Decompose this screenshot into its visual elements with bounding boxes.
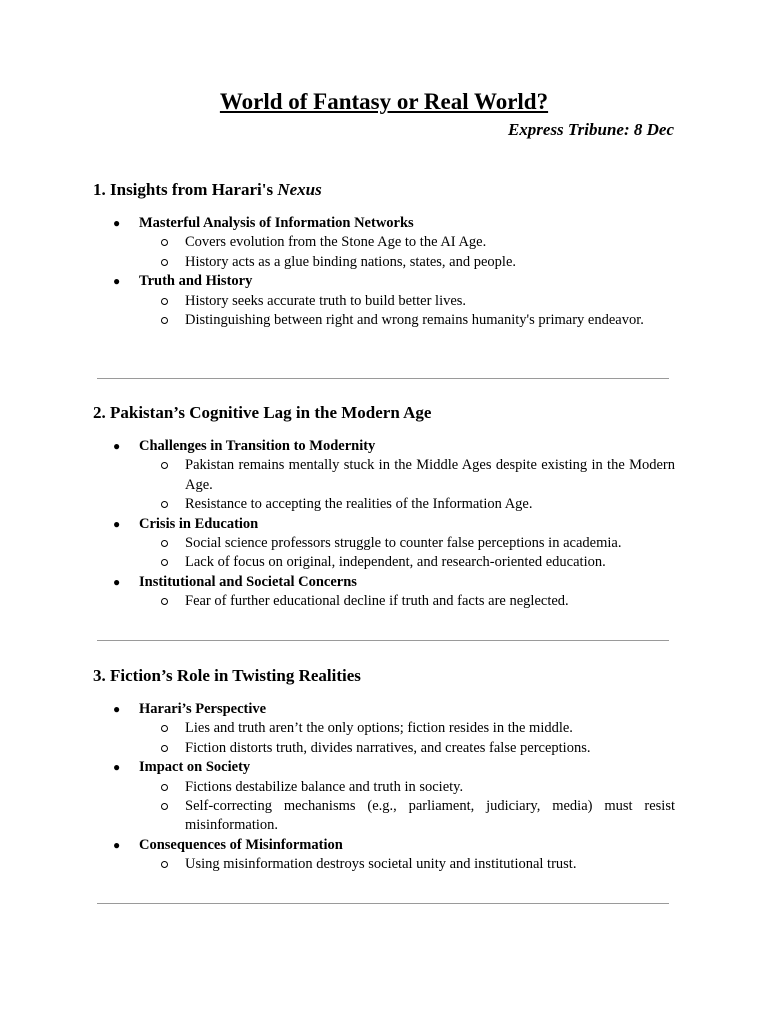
circle-bullet-icon bbox=[161, 259, 168, 266]
sub-list-item-text: Fear of further educational decline if truth and facts are neglected. bbox=[185, 593, 569, 610]
sub-list bbox=[139, 855, 675, 874]
list-item bbox=[93, 758, 675, 836]
sub-list-item bbox=[139, 495, 675, 514]
sub-list-item bbox=[139, 253, 675, 272]
bullet-icon: ● bbox=[113, 574, 121, 589]
section-heading-text: 2. Pakistan’s Cognitive Lag in the Modern Age bbox=[93, 403, 432, 422]
circle-bullet-icon bbox=[161, 745, 168, 752]
bullet-icon: ● bbox=[113, 274, 121, 289]
sub-list-item bbox=[139, 292, 675, 311]
bullet-list bbox=[93, 437, 675, 612]
sub-list bbox=[139, 592, 675, 611]
sub-list bbox=[139, 233, 675, 272]
sub-list-item bbox=[139, 778, 675, 797]
circle-bullet-icon bbox=[161, 540, 168, 547]
circle-bullet-icon bbox=[161, 559, 168, 566]
sub-list-item bbox=[139, 311, 675, 330]
sub-list-item bbox=[139, 534, 675, 553]
source-line: Express Tribune: 8 Dec bbox=[507, 120, 674, 139]
list-item bbox=[93, 700, 675, 758]
circle-bullet-icon bbox=[161, 725, 168, 732]
circle-bullet-icon bbox=[161, 462, 168, 469]
sub-list-item-text: Social science professors struggle to counter false perceptions in academia. bbox=[185, 535, 622, 552]
bullet-icon: ● bbox=[113, 216, 121, 230]
circle-bullet-icon bbox=[161, 501, 168, 508]
list-item-label: Crisis in Education bbox=[139, 515, 259, 532]
list-item-label: Harari’s Perspective bbox=[139, 701, 267, 717]
list-item-label: Consequences of Misinformation bbox=[139, 836, 343, 853]
list-item-label: Impact on Society bbox=[139, 759, 251, 776]
bullet-list bbox=[93, 214, 675, 330]
section-divider bbox=[97, 640, 669, 641]
sub-list-item bbox=[139, 855, 675, 874]
sub-list-item-text: Pakistan remains mentally stuck in the Middle Ages despite existing in the Modern Age. bbox=[185, 457, 675, 493]
list-item bbox=[93, 214, 675, 272]
sub-list-item-text: Lies and truth aren’t the only options; fiction resides in the middle. bbox=[185, 720, 573, 737]
sub-list bbox=[139, 778, 675, 836]
sub-list-item bbox=[139, 797, 675, 836]
section-1 bbox=[93, 179, 675, 330]
bullet-icon: ● bbox=[113, 439, 121, 453]
sub-list-item-text: Fictions destabilize balance and truth in society. bbox=[185, 778, 464, 795]
section-divider bbox=[97, 378, 669, 379]
section-heading bbox=[93, 665, 675, 687]
sub-list-item-text: Resistance to accepting the realities of the Information Age. bbox=[185, 496, 533, 513]
section-3 bbox=[93, 665, 675, 875]
sub-list bbox=[139, 456, 675, 514]
sub-list-item-text: History seeks accurate truth to build better lives. bbox=[185, 292, 467, 309]
section-heading-text: 3. Fiction’s Role in Twisting Realities bbox=[93, 666, 361, 685]
list-item-label: Institutional and Societal Concerns bbox=[139, 573, 357, 590]
sub-list bbox=[139, 534, 675, 573]
sub-list-item-text: History acts as a glue binding nations, states, and people. bbox=[185, 253, 517, 270]
circle-bullet-icon bbox=[161, 239, 168, 246]
section-heading bbox=[93, 402, 675, 424]
circle-bullet-icon bbox=[161, 803, 168, 810]
list-item-label: Challenges in Transition to Modernity bbox=[139, 438, 376, 454]
sub-list bbox=[139, 292, 675, 331]
sub-list-item bbox=[139, 553, 675, 572]
circle-bullet-icon bbox=[161, 317, 168, 324]
list-item bbox=[93, 437, 675, 515]
list-item bbox=[93, 836, 675, 875]
sub-list-item-text: Self-correcting mechanisms (e.g., parliament, judiciary, media) must resist misinformation. bbox=[185, 798, 675, 834]
section-divider bbox=[97, 903, 669, 904]
circle-bullet-icon bbox=[161, 598, 168, 605]
list-item-label: Masterful Analysis of Information Networks bbox=[139, 215, 414, 231]
list-item bbox=[93, 272, 675, 330]
list-item bbox=[93, 515, 675, 573]
sub-list bbox=[139, 719, 675, 758]
circle-bullet-icon bbox=[161, 298, 168, 305]
sub-list-item-text: Lack of focus on original, independent, and research-oriented education. bbox=[185, 554, 606, 571]
circle-bullet-icon bbox=[161, 861, 168, 868]
list-item bbox=[93, 573, 675, 612]
section-heading-text: 1. Insights from Harari's bbox=[93, 180, 278, 199]
bullet-icon: ● bbox=[113, 516, 121, 531]
section-heading-italic: Nexus bbox=[277, 180, 322, 199]
sub-list-item bbox=[139, 739, 675, 758]
sub-list-item-text: Fiction distorts truth, divides narratives, and creates false perceptions. bbox=[185, 739, 591, 756]
bullet-list bbox=[93, 700, 675, 875]
sub-list-item bbox=[139, 592, 675, 611]
sub-list-item-text: Using misinformation destroys societal unity and institutional trust. bbox=[185, 856, 577, 873]
section-2 bbox=[93, 402, 675, 612]
bullet-icon: ● bbox=[113, 702, 121, 716]
bullet-icon: ● bbox=[113, 837, 121, 852]
section-heading bbox=[93, 179, 675, 201]
sub-list-item bbox=[139, 719, 675, 738]
document-title: World of Fantasy or Real World? bbox=[219, 89, 549, 114]
bullet-icon: ● bbox=[113, 760, 121, 775]
sub-list-item bbox=[139, 233, 675, 252]
sub-list-item-text: Distinguishing between right and wrong remains humanity's primary endeavor. bbox=[185, 312, 644, 329]
circle-bullet-icon bbox=[161, 784, 168, 791]
sub-list-item-text: Covers evolution from the Stone Age to the AI Age. bbox=[185, 234, 487, 251]
list-item-label: Truth and History bbox=[139, 273, 253, 290]
sub-list-item bbox=[139, 456, 675, 495]
